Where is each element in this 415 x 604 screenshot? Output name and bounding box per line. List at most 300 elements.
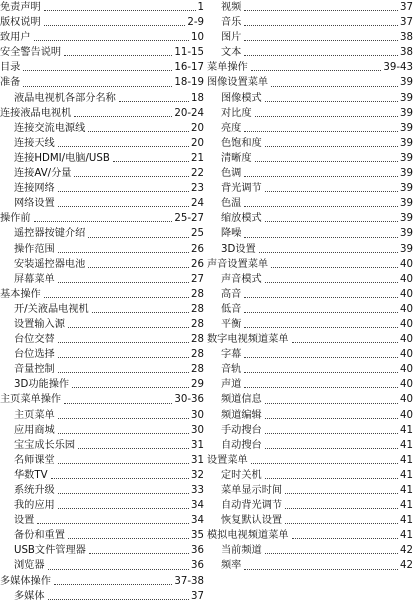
toc-subentry (207, 498, 413, 513)
toc-entry (0, 30, 204, 45)
dot-leader (244, 311, 398, 313)
toc-subentry (0, 453, 204, 468)
dot-leader (58, 417, 189, 419)
toc-entry-title: 声音设置菜单 (207, 258, 269, 270)
toc-entry-title: 连接AV/分量 (14, 168, 72, 180)
dot-leader (244, 296, 398, 298)
toc-page-number: 20 (191, 137, 204, 149)
toc-entry-title: 音量控制 (14, 364, 55, 376)
dot-leader (89, 552, 189, 554)
dot-leader (292, 341, 399, 343)
dot-leader (244, 130, 398, 132)
toc-entry (0, 392, 204, 407)
toc-page-number: 39 (400, 183, 413, 195)
toc-entry-title: 低音 (221, 303, 242, 315)
toc-subentry (207, 513, 413, 528)
toc-entry (207, 453, 413, 468)
toc-page-number: 34 (191, 500, 204, 512)
toc-subentry (207, 166, 413, 181)
dot-leader (244, 386, 398, 388)
toc-entry-title: 菜单操作 (207, 62, 248, 74)
toc-page-number: 21 (191, 152, 204, 164)
toc-subentry (207, 408, 413, 423)
toc-subentry (0, 317, 204, 332)
toc-entry-title: 图像设置菜单 (207, 77, 269, 89)
toc-subentry (0, 196, 204, 211)
dot-leader (64, 402, 172, 404)
dot-leader (58, 462, 189, 464)
toc-page-number: 41 (400, 515, 413, 527)
toc-page-number: 22 (191, 168, 204, 180)
toc-entry-title: 开/关液晶电视机 (14, 303, 89, 315)
toc-subentry (0, 91, 204, 106)
toc-entry (207, 528, 413, 543)
toc-entry-title: 安全警告说明 (0, 47, 62, 59)
toc-page-number: 41 (400, 439, 413, 451)
toc-subentry (207, 121, 413, 136)
toc-page-number: 28 (191, 318, 204, 330)
toc-page-number: 38 (400, 47, 413, 59)
toc-entry (0, 0, 204, 15)
dot-leader (58, 190, 189, 192)
dot-leader (251, 69, 382, 71)
toc-page-number: 37 (400, 17, 413, 29)
toc-entry-title: 系统升级 (14, 485, 55, 496)
toc-subentry (0, 332, 204, 347)
toc-entry-title: 连接液晶电视机 (0, 107, 72, 119)
dot-leader (244, 236, 398, 238)
toc-subentry (0, 543, 204, 558)
dot-leader (44, 296, 189, 298)
toc-entry-title: 声音模式 (221, 273, 262, 285)
toc-subentry (0, 423, 204, 438)
dot-leader (58, 492, 189, 494)
toc-entry-title: 对比度 (221, 107, 252, 119)
toc-entry-title: 自动搜台 (221, 439, 262, 451)
toc-entry-title: 平衡 (221, 318, 242, 330)
toc-page-number: 36 (191, 560, 204, 572)
dot-leader (58, 281, 189, 283)
dot-leader (265, 190, 398, 192)
dot-leader (265, 477, 398, 479)
dot-leader (58, 251, 189, 253)
toc-subentry (207, 211, 413, 226)
dot-leader (37, 522, 189, 524)
toc-page-number: 37-38 (174, 575, 204, 587)
toc-entry-title: 设置 (14, 515, 35, 527)
toc-subentry (0, 498, 204, 513)
dot-leader (265, 402, 398, 404)
toc-subentry (207, 15, 413, 30)
toc-page-number: 40 (400, 303, 413, 315)
toc-entry-title: 手动搜台 (221, 424, 262, 436)
toc-entry (0, 287, 204, 302)
dot-leader (44, 24, 186, 26)
toc-entry-title: USB文件管理器 (14, 545, 86, 557)
toc-entry (0, 15, 204, 30)
toc-entry-title: 恢复默认设置 (221, 515, 283, 527)
dot-leader (58, 356, 189, 358)
toc-entry-title: 模拟电视频道菜单 (207, 530, 289, 542)
toc-page-number: 25-27 (174, 213, 204, 225)
dot-leader (265, 281, 398, 283)
toc-page-number: 30 (191, 424, 204, 436)
dot-leader (265, 432, 398, 434)
toc-page-number: 31 (191, 454, 204, 466)
toc-page-number: 24 (191, 198, 204, 210)
toc-entry-title: 菜单显示时间 (221, 485, 283, 496)
toc-entry-title: 安装遥控器电池 (14, 258, 86, 270)
dot-leader (265, 220, 398, 222)
dot-leader (58, 507, 189, 509)
toc-subentry (207, 438, 413, 453)
dot-leader (255, 160, 398, 162)
dot-leader (48, 598, 189, 600)
toc-page-number: 18-19 (174, 77, 204, 89)
toc-page-number: 40 (400, 318, 413, 330)
toc-page-number: 36 (191, 545, 204, 557)
toc-subentry (207, 423, 413, 438)
toc-entry-title: 连接HDMI/电脑/USB (14, 152, 110, 164)
toc-page-number: 41 (400, 424, 413, 436)
dot-leader (265, 417, 398, 419)
toc-page-number: 28 (191, 334, 204, 346)
dot-leader (271, 85, 398, 87)
toc-entry-title: 数字电视频道菜单 (207, 334, 289, 346)
toc-page-number: 39 (400, 152, 413, 164)
toc-page-number: 39 (400, 228, 413, 240)
toc-left-column (0, 0, 204, 604)
dot-leader (92, 311, 189, 313)
toc-page-number: 35 (191, 530, 204, 542)
toc-entry (0, 45, 204, 60)
dot-leader (244, 9, 398, 11)
toc-subentry (0, 528, 204, 543)
dot-leader (34, 39, 189, 41)
toc-subentry (0, 589, 204, 604)
dot-leader (88, 236, 189, 238)
toc-subentry (0, 257, 204, 272)
toc-page-number: 2-9 (187, 17, 204, 29)
toc-page-number: 40 (400, 334, 413, 346)
toc-entry-title: 目录 (0, 62, 21, 74)
dot-leader (244, 175, 398, 177)
toc-page-number: 20-24 (174, 107, 204, 119)
toc-subentry (207, 30, 413, 45)
toc-entry-title: 3D设置 (221, 243, 256, 255)
dot-leader (74, 115, 172, 117)
dot-leader (23, 69, 172, 71)
toc-entry-title: 华数TV (14, 469, 48, 481)
toc-subentry (0, 272, 204, 287)
toc-entry-title: 主页菜单操作 (0, 394, 62, 406)
toc-page-number: 16-17 (174, 62, 204, 74)
dot-leader (251, 462, 398, 464)
toc-right-column (207, 0, 413, 574)
dot-leader (54, 583, 172, 585)
toc-subentry (207, 317, 413, 332)
dot-leader (244, 568, 398, 570)
toc-subentry (0, 181, 204, 196)
toc-page-number: 31 (191, 439, 204, 451)
toc-entry-title: 3D功能操作 (14, 379, 70, 391)
dot-leader (88, 266, 189, 268)
dot-leader (244, 205, 398, 207)
toc-page-number: 1 (197, 2, 204, 13)
toc-page-number: 37 (191, 590, 204, 602)
toc-entry-title: 主页菜单 (14, 409, 55, 421)
toc-page-number: 39 (400, 122, 413, 134)
dot-leader (78, 447, 189, 449)
toc-page-number: 11-15 (174, 47, 204, 59)
toc-page-number: 23 (191, 183, 204, 195)
toc-entry-title: 连接交流电源线 (14, 122, 86, 134)
toc-subentry (0, 408, 204, 423)
dot-leader (58, 371, 189, 373)
toc-page-number: 29 (191, 379, 204, 391)
toc-entry-title: 连接网络 (14, 183, 55, 195)
toc-page-number: 40 (400, 379, 413, 391)
dot-leader (265, 100, 398, 102)
toc-entry-title: 台位选择 (14, 349, 55, 361)
toc-page-number: 41 (400, 454, 413, 466)
dot-leader (48, 568, 189, 570)
toc-page-number: 37 (400, 2, 413, 13)
toc-page-number: 10 (191, 32, 204, 44)
toc-entry-title: 频率 (221, 560, 242, 572)
toc-entry-title: 操作范围 (14, 243, 55, 255)
dot-leader (285, 522, 398, 524)
toc-subentry (207, 196, 413, 211)
toc-page-number: 40 (400, 349, 413, 361)
toc-subentry (0, 121, 204, 136)
toc-entry-title: 缩放模式 (221, 213, 262, 225)
dot-leader (119, 100, 189, 102)
toc-page-number: 28 (191, 288, 204, 300)
dot-leader (244, 24, 398, 26)
toc-page-number: 28 (191, 364, 204, 376)
toc-subentry (207, 287, 413, 302)
toc-entry-title: 定时关机 (221, 469, 262, 481)
toc-entry-title: 声道 (221, 379, 242, 391)
dot-leader (244, 371, 398, 373)
toc-entry-title: 色饱和度 (221, 137, 262, 149)
toc-entry-title: 免责声明 (0, 2, 41, 13)
toc-entry-title: 清晰度 (221, 152, 252, 164)
toc-entry-title: 色温 (221, 198, 242, 210)
toc-page-number: 32 (191, 469, 204, 481)
toc-entry-title: 基本操作 (0, 288, 41, 300)
toc-subentry (207, 362, 413, 377)
toc-entry (207, 332, 413, 347)
toc-subentry (0, 347, 204, 362)
toc-page-number: 18 (191, 92, 204, 104)
dot-leader (34, 220, 173, 222)
toc-page-number: 40 (400, 258, 413, 270)
toc-entry-title: 屏幕菜单 (14, 273, 55, 285)
dot-leader (255, 115, 398, 117)
toc-entry-title: 浏览器 (14, 560, 45, 572)
dot-leader (285, 492, 398, 494)
toc-entry-title: 液晶电视机各部分名称 (14, 92, 116, 104)
toc-page-number: 27 (191, 273, 204, 285)
toc-entry-title: 台位交替 (14, 334, 55, 346)
toc-page-number: 28 (191, 349, 204, 361)
toc-page-number: 26 (191, 258, 204, 270)
dot-leader (58, 432, 189, 434)
toc-subentry (0, 242, 204, 257)
dot-leader (64, 54, 172, 56)
toc-entry-title: 频道编辑 (221, 409, 262, 421)
dot-leader (88, 130, 189, 132)
toc-subentry (0, 558, 204, 573)
toc-entry-title: 背光调节 (221, 183, 262, 195)
dot-leader (68, 326, 189, 328)
toc-page-number: 39 (400, 213, 413, 225)
dot-leader (244, 54, 398, 56)
dot-leader (58, 145, 189, 147)
toc-page-number: 41 (400, 500, 413, 512)
dot-leader (271, 266, 398, 268)
toc-entry (207, 60, 413, 75)
toc-subentry (207, 226, 413, 241)
dot-leader (68, 537, 189, 539)
toc-subentry (207, 347, 413, 362)
toc-entry-title: 自动背光调节 (221, 500, 283, 512)
toc-subentry (207, 302, 413, 317)
toc-entry-title: 多媒体操作 (0, 575, 51, 587)
toc-page-number: 39 (400, 92, 413, 104)
toc-entry (207, 75, 413, 90)
toc-subentry (0, 377, 204, 392)
toc-entry-title: 遥控器按键介绍 (14, 228, 86, 240)
toc-entry-title: 色调 (221, 168, 242, 180)
toc-entry-title: 亮度 (221, 122, 242, 134)
toc-subentry (207, 181, 413, 196)
toc-entry-title: 音轨 (221, 364, 242, 376)
toc-entry (0, 574, 204, 589)
toc-entry (0, 75, 204, 90)
toc-page-number: 39-43 (383, 62, 413, 74)
toc-entry-title: 文本 (221, 47, 242, 59)
toc-subentry (0, 136, 204, 151)
toc-entry-title: 字幕 (221, 349, 242, 361)
toc-page-number: 39 (400, 77, 413, 89)
toc-entry-title: 设置输入源 (14, 318, 65, 330)
toc-subentry (207, 242, 413, 257)
dot-leader (265, 145, 398, 147)
toc-subentry (207, 272, 413, 287)
toc-entry-title: 图片 (221, 32, 242, 44)
toc-entry-title: 我的应用 (14, 500, 55, 512)
toc-page-number: 39 (400, 168, 413, 180)
toc-page-number: 42 (400, 545, 413, 557)
toc-subentry (207, 45, 413, 60)
toc-entry (0, 106, 204, 121)
toc-entry-title: 连接天线 (14, 137, 55, 149)
toc-entry-title: 多媒体 (14, 590, 45, 602)
toc-subentry (0, 302, 204, 317)
toc-page-number: 20 (191, 122, 204, 134)
toc-subentry (207, 0, 413, 15)
toc-entry-title: 名师课堂 (14, 454, 55, 466)
toc-subentry (207, 468, 413, 483)
toc-subentry (207, 377, 413, 392)
toc-entry-title: 频道信息 (221, 394, 262, 406)
dot-leader (72, 386, 189, 388)
toc-page-number: 38 (400, 32, 413, 44)
toc-page-number: 40 (400, 394, 413, 406)
toc-entry-title: 致用户 (0, 32, 31, 44)
toc-entry-title: 操作前 (0, 213, 31, 225)
toc-page-number: 40 (400, 288, 413, 300)
dot-leader (244, 326, 398, 328)
toc-entry-title: 网络设置 (14, 198, 55, 210)
toc-subentry (0, 226, 204, 241)
toc-subentry (0, 438, 204, 453)
toc-page-number: 30 (191, 409, 204, 421)
toc-page-number: 40 (400, 409, 413, 421)
toc-entry-title: 设置菜单 (207, 454, 248, 466)
toc-page-number: 33 (191, 485, 204, 496)
toc-subentry (207, 543, 413, 558)
dot-leader (23, 85, 172, 87)
toc-entry (0, 211, 204, 226)
dot-leader (44, 9, 196, 11)
toc-entry-title: 音乐 (221, 17, 242, 29)
toc-subentry (207, 151, 413, 166)
toc-entry-title: 准备 (0, 77, 21, 89)
toc-subentry (0, 468, 204, 483)
toc-subentry (0, 483, 204, 498)
toc-subentry (0, 166, 204, 181)
toc-subentry (207, 392, 413, 407)
dot-leader (259, 251, 398, 253)
toc-subentry (207, 91, 413, 106)
dot-leader (244, 356, 398, 358)
toc-entry (0, 60, 204, 75)
toc-page-number: 41 (400, 530, 413, 542)
toc-page-number: 39 (400, 137, 413, 149)
toc-entry-title: 当前频道 (221, 545, 262, 557)
toc-subentry (0, 151, 204, 166)
toc-page-number: 40 (400, 364, 413, 376)
dot-leader (265, 552, 398, 554)
toc-entry-title: 高音 (221, 288, 242, 300)
toc-entry-title: 应用商城 (14, 424, 55, 436)
toc-subentry (207, 558, 413, 573)
toc-page-number: 42 (400, 560, 413, 572)
dot-leader (58, 341, 189, 343)
toc-page-number: 34 (191, 515, 204, 527)
toc-page-number: 26 (191, 243, 204, 255)
dot-leader (74, 175, 189, 177)
toc-page-number: 28 (191, 303, 204, 315)
toc-page-number: 25 (191, 228, 204, 240)
dot-leader (244, 39, 398, 41)
toc-subentry (207, 136, 413, 151)
toc-page-number: 30-36 (174, 394, 204, 406)
toc-entry-title: 降噪 (221, 228, 242, 240)
toc-entry (207, 257, 413, 272)
dot-leader (292, 537, 399, 539)
toc-entry-title: 宝宝成长乐园 (14, 439, 76, 451)
toc-page-number: 39 (400, 243, 413, 255)
toc-entry-title: 视频 (221, 2, 242, 13)
toc-subentry (207, 483, 413, 498)
dot-leader (285, 507, 398, 509)
toc-page-number: 41 (400, 485, 413, 496)
